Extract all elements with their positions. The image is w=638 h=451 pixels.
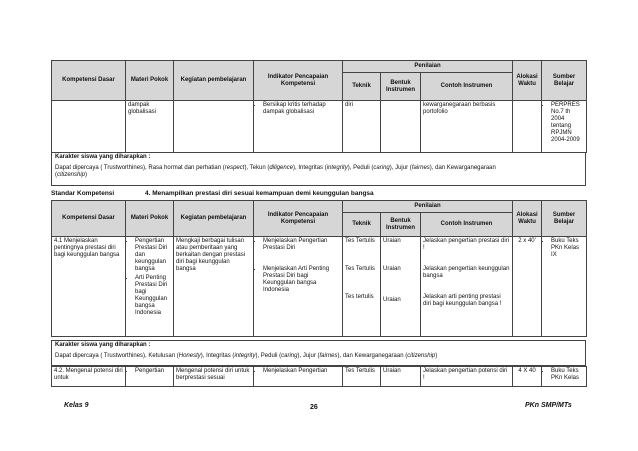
teknik-item: Tes Tertulis [345,238,375,244]
header-sumber: Sumber Belajar [542,201,587,237]
karakter-italic: integrity [234,352,256,359]
cell-teknik: diri [343,101,381,153]
karakter-italic: Honesty [178,352,201,359]
contoh-item: Jelaskan pengertian prestasi diri ! [423,238,510,251]
header-contoh: Contoh Instrumen [421,73,513,101]
karakter-box-1 [51,152,586,186]
cell-alokasi [513,101,542,153]
cell-teknik [343,237,381,337]
materi-item: • Arti Penting Prestasi Diri bagi Keunggulan bangsa Indonesia [135,275,171,317]
karakter-text: ( [55,172,57,178]
karakter-box-2 [51,340,586,366]
karakter-title-2: Karakter siswa yang diharapkan : [55,342,151,348]
cell-indikator [254,237,343,337]
cell-indikator [254,101,343,153]
header-kompetensi: Kompetensi Dasar [52,61,126,101]
karakter-italic: respect [224,164,245,171]
standar-label: Standar Kompetensi [51,190,115,197]
karakter-text: ), Tekun ( [244,164,270,171]
indikator-item: • Menjelaskan Pengertian Prestasi Diri [263,238,340,252]
table-middle [51,200,587,337]
header-bentuk: Bentuk Instrumen [381,73,421,101]
karakter-italic: integrity [326,164,348,171]
header-kegiatan: Kegiatan pembelajaran [174,201,254,237]
bentuk-item: Uraian [383,238,401,244]
karakter-text: Dapat dipercaya ( Trustworthines), Rasa hormat dan perhatian ( [55,164,225,171]
cell-contoh [421,237,513,337]
karakter-italic: caring [373,164,390,171]
header-alokasi: Alokasi Waktu [513,201,542,237]
karakter-text: ), Integritas ( [200,352,235,359]
sumber-item: • Buku Teks PKn Kelas [551,368,584,382]
header-penilaian: Penilaian [343,61,513,73]
cell-bentuk [381,101,421,153]
cell-bentuk: Uraian [381,367,421,387]
header-sumber: Sumber Belajar [542,61,587,101]
cell-materi [126,237,174,337]
karakter-italic: caring [281,352,298,359]
cell-kegiatan [174,101,254,153]
karakter-text: ), Peduli ( [255,352,282,359]
karakter-text: ), dan Kewarganegaraan ( [337,352,408,359]
karakter-text: ), Integritas ( [293,164,327,171]
table-bottom [51,366,587,387]
karakter-italic: fairnes [319,352,338,359]
header-penilaian: Penilaian [343,201,513,213]
karakter-italic: diligence [269,164,294,171]
materi-item: • Pengertian Prestasi Diri dan keunggulan bangsa [135,238,171,273]
karakter-text: ), Jujur ( [389,164,412,171]
cell-kd: 4.2. Mengenal potensi diri untuk [52,367,126,387]
cell-alokasi: 4 X 40 [513,367,542,387]
indikator-item: • Bersikap kritis terhadap dampak globalisasi [263,102,340,116]
cell-sumber [542,237,587,337]
bentuk-item: Uraian [383,297,401,303]
karakter-title-1: Karakter siswa yang diharapkan : [55,154,151,160]
teknik-item: Tes Tertulis [345,266,375,272]
header-alokasi: Alokasi Waktu [513,61,542,101]
cell-contoh: Jelaskan pengertian potensi diri ! [421,367,513,387]
karakter-text: ), dan Kewarganegaraan [429,164,496,171]
page-number: 26 [310,404,318,411]
cell-bentuk [381,237,421,337]
indikator-item: • Menjelaskan Pengertian [263,368,340,375]
cell-kd: 4.1 Menjelaskan pentingnya prestasi diri bagi keunggulan bangsa [52,237,126,337]
karakter-text: ), Jujur ( [297,352,320,359]
teknik-item: Tes tertulis [345,294,374,300]
karakter-text: ) [435,352,438,359]
cell-kegiatan: Mengenal potensi diri untuk berprestasi sesuai [174,367,254,387]
contoh-item: Jelaskan pengertian keunggulan bangsa [423,266,510,279]
karakter-italic: fairnes [411,164,430,171]
header-bentuk: Bentuk Instrumen [381,213,421,237]
header-materi: Materi Pokok [126,61,174,101]
karakter-text: Dapat dipercaya ( Trustworthines), Ketulusan ( [55,352,179,359]
header-teknik: Teknik [343,213,381,237]
cell-materi: dampak globalisasi [126,101,174,153]
cell-kd [52,101,126,153]
cell-sumber [542,367,587,387]
header-indikator: Indikator Pencapaian Kompetensi [254,61,343,101]
cell-alokasi: 2 x 40' [513,237,542,337]
karakter-text: ), Peduli ( [347,164,374,171]
cell-teknik: Tes Tertulis [343,367,381,387]
cell-indikator [254,367,343,387]
sumber-item: • Buku Teks PKn Kelas IX [551,238,584,259]
header-teknik: Teknik [343,73,381,101]
table-top [51,60,587,153]
header-kompetensi: Kompetensi Dasar [52,201,126,237]
header-kegiatan: Kegiatan pembelajaran [174,61,254,101]
bentuk-item: Uraian [383,266,401,272]
cell-materi [126,367,174,387]
header-contoh: Contoh Instrumen [421,213,513,237]
indikator-item: • Menjelaskan Arti Penting Prestasi Diri bagi Keunggulan bangsa Indonesia [263,266,340,294]
header-indikator: Indikator Pencapaian Kompetensi [254,201,343,237]
cell-contoh: kewarganegaraan berbasis portofolio [421,101,513,153]
cell-kegiatan: Mengkaji berbagai tulisan atau pemberitaan yang berkaitan dengan prestasi diri bagi keunggulan bangsa [174,237,254,337]
footer-left: Kelas 9 [64,402,89,409]
standar-text: 4. Menampilkan prestasi diri sesuai kemampuan demi keunggulan bangsa [145,190,374,197]
contoh-item: Jelaskan arti penting prestasi diri bagi keunggulan bangsa ! [423,294,502,307]
karakter-italic: citizenship [57,172,86,178]
karakter-text: ) [85,172,88,178]
header-materi: Materi Pokok [126,201,174,237]
cell-sumber [542,101,587,153]
sumber-item: • PERPRES No.7 th 2004 tentang RPJMN 2004-2009 [551,102,584,144]
footer-right: PKn SMP/MTs [525,402,572,409]
karakter-italic: citizenship [407,352,436,359]
materi-item: • Pengertian [135,368,171,375]
